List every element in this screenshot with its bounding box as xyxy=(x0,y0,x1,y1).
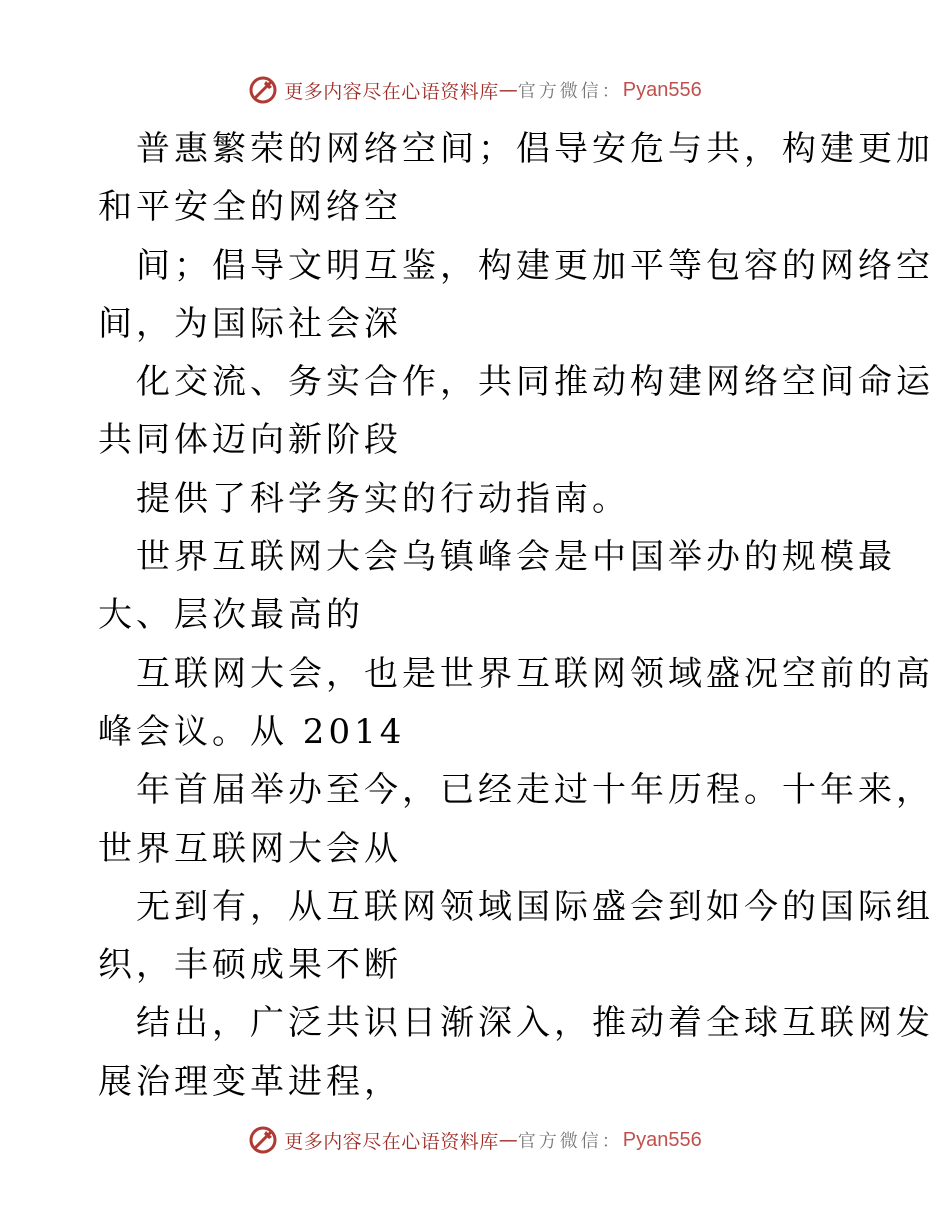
document-body xyxy=(98,120,934,1111)
text-line: 提供了科学务实的行动指南。 xyxy=(136,478,630,519)
watermark-dash: — xyxy=(498,1129,518,1151)
text-line: 织，丰硕成果不断 xyxy=(98,945,402,986)
text-line: 互联网大会，也是世界互联网领域盛况空前的高 xyxy=(136,653,934,694)
logo-icon xyxy=(248,1125,278,1155)
watermark-dash: — xyxy=(498,79,518,101)
text-line: 大、层次最高的 xyxy=(98,595,364,636)
paragraph-2 xyxy=(98,528,934,1111)
watermark-wechat-id: Pyan556 xyxy=(622,78,702,101)
text-line: 世界互联网大会乌镇峰会是中国举办的规模最 xyxy=(136,537,896,578)
header-watermark xyxy=(0,70,950,110)
text-line: 结出，广泛共识日渐深入，推动着全球互联网发 xyxy=(136,1003,934,1044)
text-line: 共同体迈向新阶段 xyxy=(98,420,402,461)
text-line: 无到有，从互联网领域国际盛会到如今的国际组 xyxy=(136,886,934,927)
watermark-official-label: 官方微信： xyxy=(517,81,623,102)
text-line: 间，为国际社会深 xyxy=(98,303,402,344)
logo-icon xyxy=(248,75,278,105)
text-line: 普惠繁荣的网络空间；倡导安危与共，构建更加 xyxy=(136,129,934,169)
paragraph-1 xyxy=(98,120,934,528)
watermark-wechat-id: Pyan556 xyxy=(622,1128,702,1151)
text-line: 年首届举办至今，已经走过十年历程。十年来， xyxy=(136,770,934,811)
text-line: 间；倡导文明互鉴，构建更加平等包容的网络空 xyxy=(136,245,934,286)
watermark-text: 更多内容尽在心语资料库 xyxy=(284,80,499,103)
footer-watermark xyxy=(0,1120,950,1160)
watermark-official-label: 官方微信： xyxy=(517,1131,623,1152)
text-line: 世界互联网大会从 xyxy=(98,828,402,869)
watermark-text: 更多内容尽在心语资料库 xyxy=(284,1130,499,1153)
text-line: 和平安全的网络空 xyxy=(98,187,402,228)
text-line: 峰会议。从 2014 xyxy=(98,711,406,752)
text-line: 化交流、务实合作，共同推动构建网络空间命运 xyxy=(136,362,934,403)
text-line: 展治理变革进程， xyxy=(98,1061,402,1102)
